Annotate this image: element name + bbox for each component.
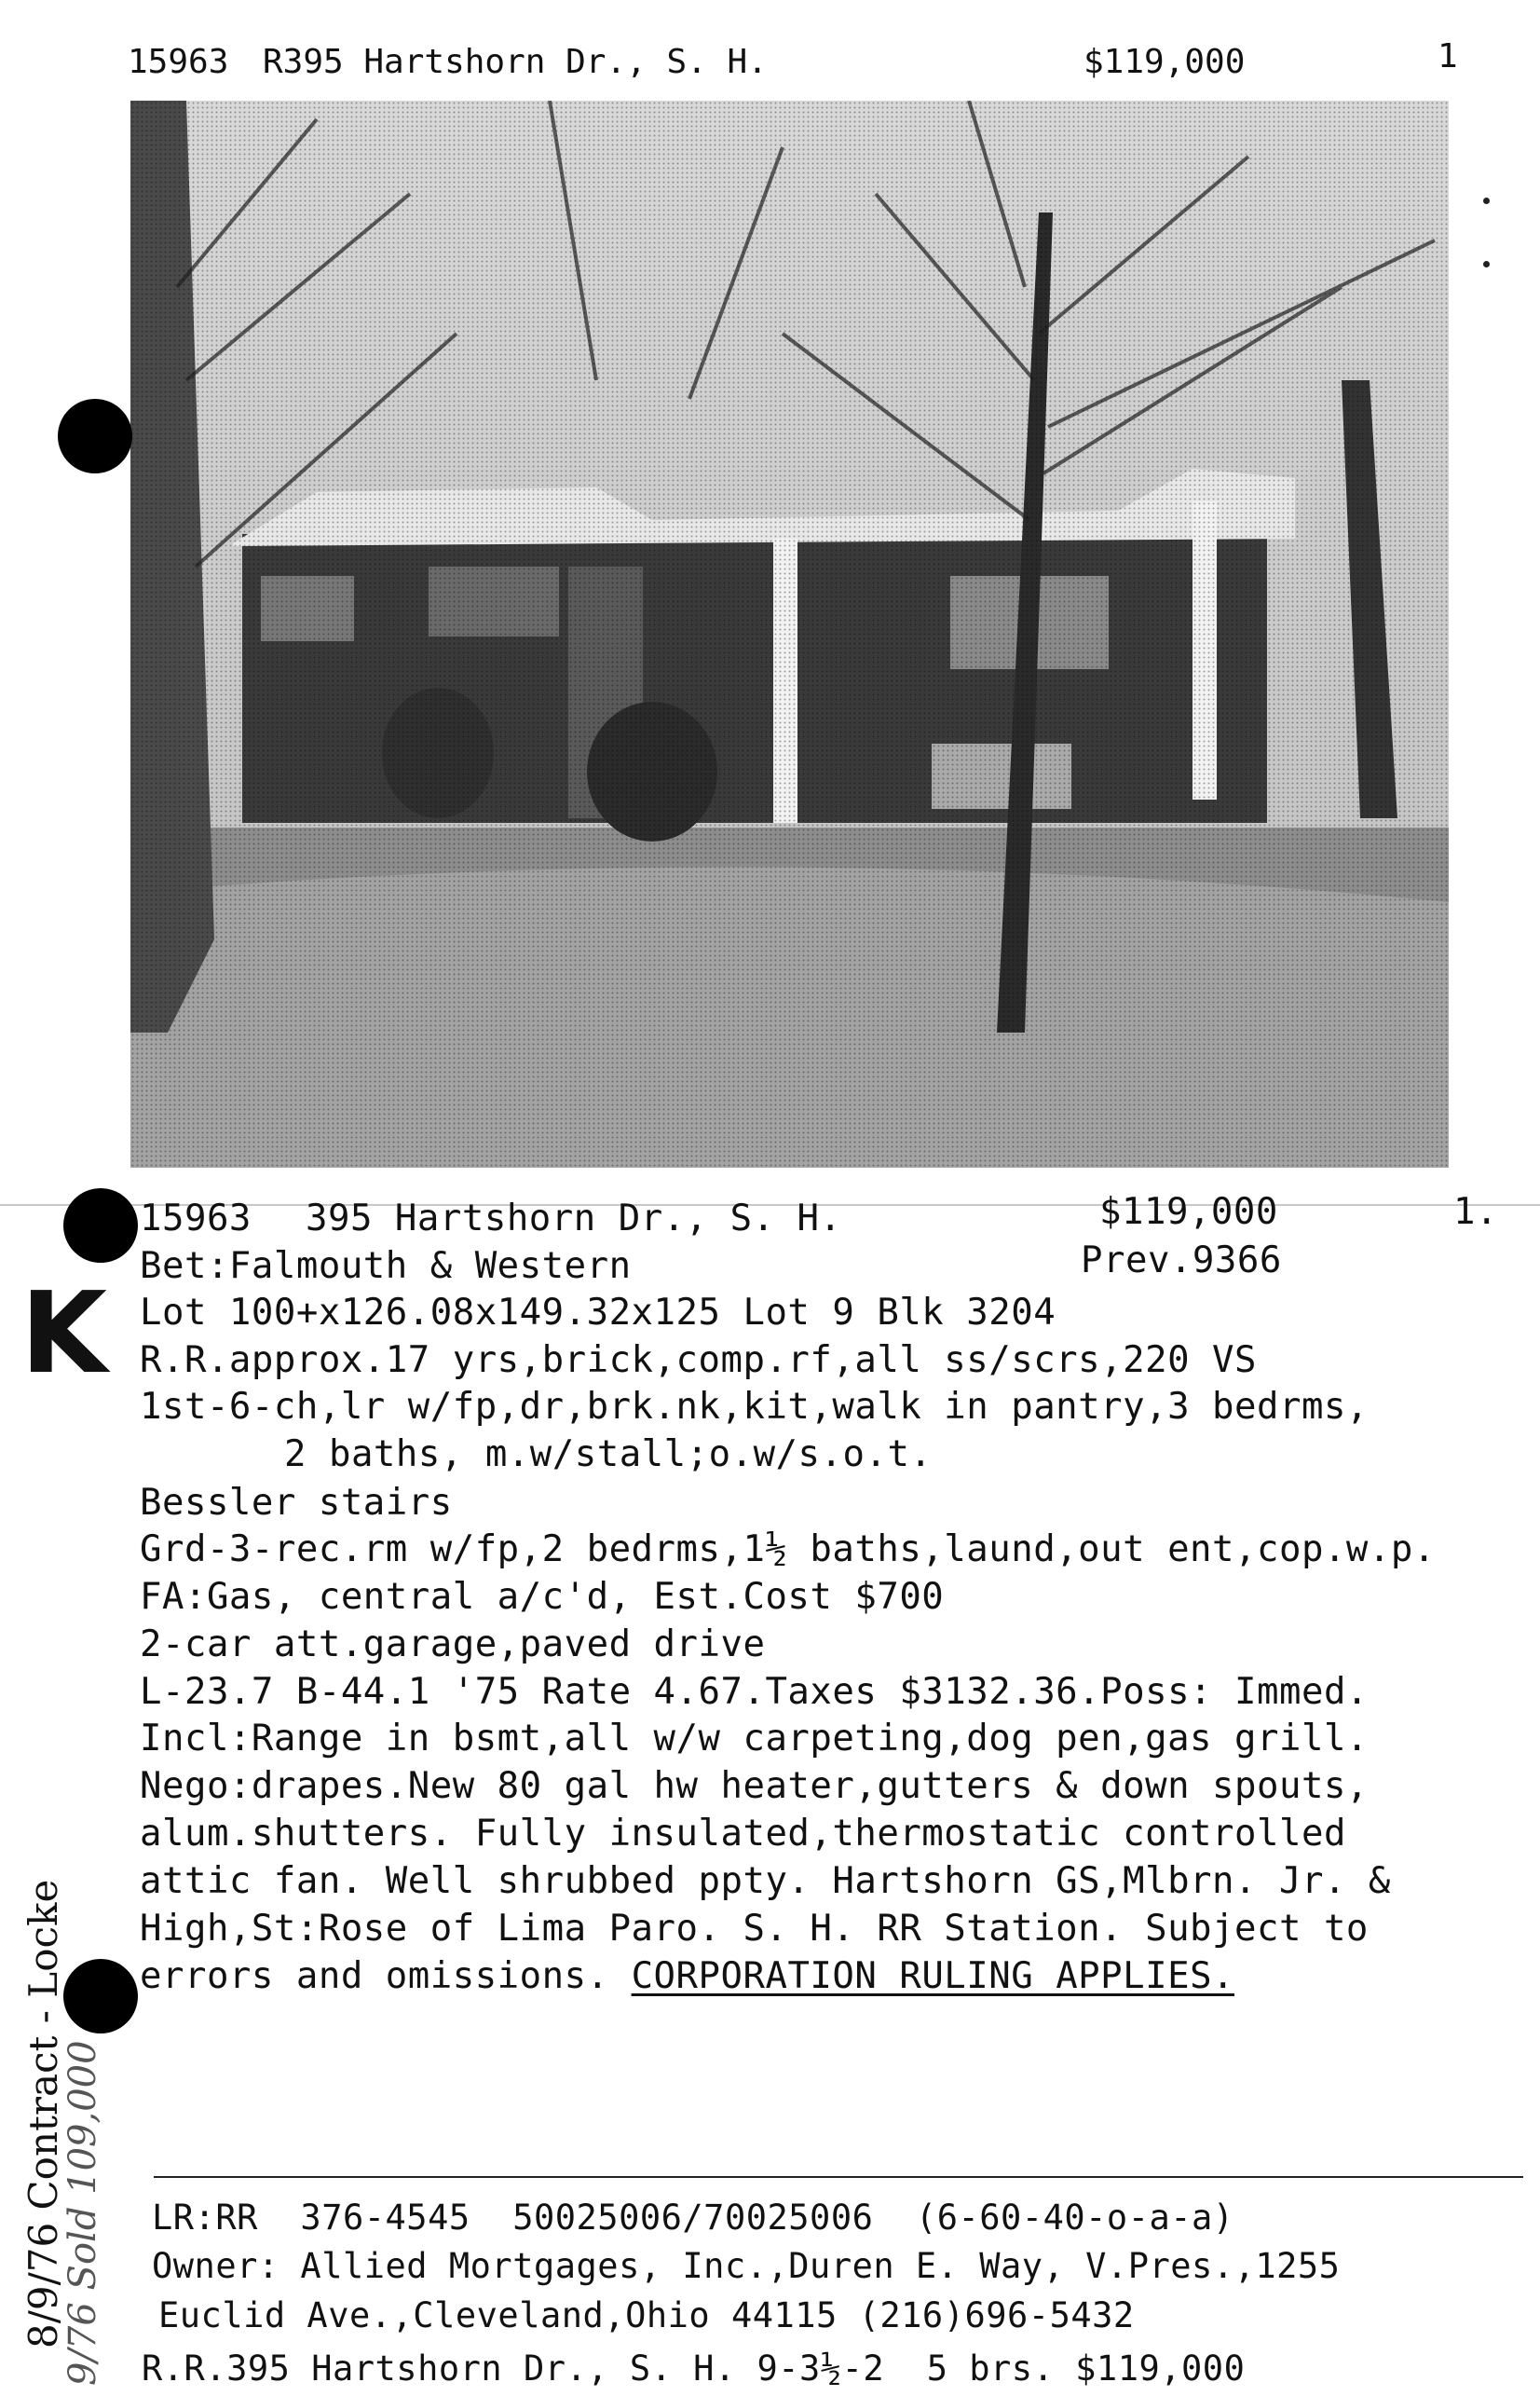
margin-dot — [1483, 261, 1490, 267]
listing-between: Bet:Falmouth & Western — [140, 1245, 632, 1287]
listing-incl: Incl:Range in bsmt,all w/w carpeting,dog pen,gas grill. — [140, 1718, 1369, 1759]
listing-price: $119,000 — [1099, 1191, 1278, 1233]
punch-hole-top — [58, 399, 132, 473]
listing-heat: FA:Gas, central a/c'd, Est.Cost $700 — [140, 1576, 945, 1618]
margin-dot — [1483, 198, 1490, 204]
punch-hole-bottom — [63, 1959, 138, 2033]
footer-owner-cont: Euclid Ave.,Cleveland,Ohio 44115 (216)696-5432 — [158, 2295, 1135, 2335]
footer-summary: R.R.395 Hartshorn Dr., S. H. 9-3½-2 5 brs. $119,000 — [142, 2348, 1246, 2389]
house-photo — [130, 101, 1449, 1168]
listing-lot: Lot 100+x126.08x149.32x125 Lot 9 Blk 3204 — [140, 1292, 1056, 1334]
listing-errors-line — [140, 1955, 1234, 1997]
handwritten-k-mark: K — [20, 1269, 107, 1399]
listing-nego: Nego:drapes.New 80 gal hw heater,gutters & down spouts, — [140, 1765, 1369, 1807]
listing-address: 395 Hartshorn Dr., S. H. — [306, 1198, 842, 1239]
header-address: R395 Hartshorn Dr., S. H. — [263, 43, 768, 81]
header-listing-no: 15963 — [128, 43, 229, 81]
listing-rr: R.R.approx.17 yrs,brick,comp.rf,all ss/scrs,220 VS — [140, 1339, 1257, 1381]
side-contract-stamp: 8/9/76 Contract - Locke — [20, 1879, 66, 2348]
footer-lr: LR:RR 376-4545 50025006/70025006 (6-60-40-o-a-a) — [152, 2197, 1234, 2238]
header-page: 1 — [1438, 37, 1458, 75]
listing-stairs: Bessler stairs — [140, 1482, 453, 1524]
listing-ground: Grd-3-rec.rm w/fp,2 bedrms,1½ baths,laund,out ent,cop.w.p. — [140, 1528, 1436, 1570]
listing-line-number — [140, 1198, 252, 1239]
footer-owner: Owner: Allied Mortgages, Inc.,Duren E. Way, V.Pres.,1255 — [152, 2246, 1341, 2286]
listing-errors: errors and omissions. — [140, 1955, 609, 1997]
listing-attic: attic fan. Well shrubbed ppty. Hartshorn GS,Mlbrn. Jr. & — [140, 1860, 1391, 1902]
listing-first-floor-cont: 2 baths, m.w/stall;o.w/s.o.t. — [284, 1433, 933, 1475]
listing-high: High,St:Rose of Lima Paro. S. H. RR Station. Subject to — [140, 1908, 1369, 1950]
punch-hole-middle — [63, 1188, 138, 1263]
footer-divider — [154, 2176, 1523, 2178]
listing-taxes: L-23.7 B-44.1 '75 Rate 4.67.Taxes $3132.36.Poss: Immed. — [140, 1671, 1369, 1713]
listing-garage: 2-car att.garage,paved drive — [140, 1623, 766, 1665]
listing-prev: Prev.9366 — [1081, 1239, 1282, 1281]
listing-page: 1. — [1453, 1191, 1498, 1233]
listing-alum: alum.shutters. Fully insulated,thermostatic controlled — [140, 1813, 1346, 1855]
side-handwritten-note: 9/76 Sold 109,000 — [61, 2040, 104, 2386]
listing-first-floor: 1st-6-ch,lr w/fp,dr,brk.nk,kit,walk in pantry,3 bedrms, — [140, 1386, 1369, 1428]
house-photo-icon — [130, 101, 1449, 1168]
corporation-ruling: CORPORATION RULING APPLIES. — [631, 1955, 1235, 1997]
listing-no: 15963 — [140, 1198, 252, 1239]
header-price: $119,000 — [1083, 43, 1246, 81]
